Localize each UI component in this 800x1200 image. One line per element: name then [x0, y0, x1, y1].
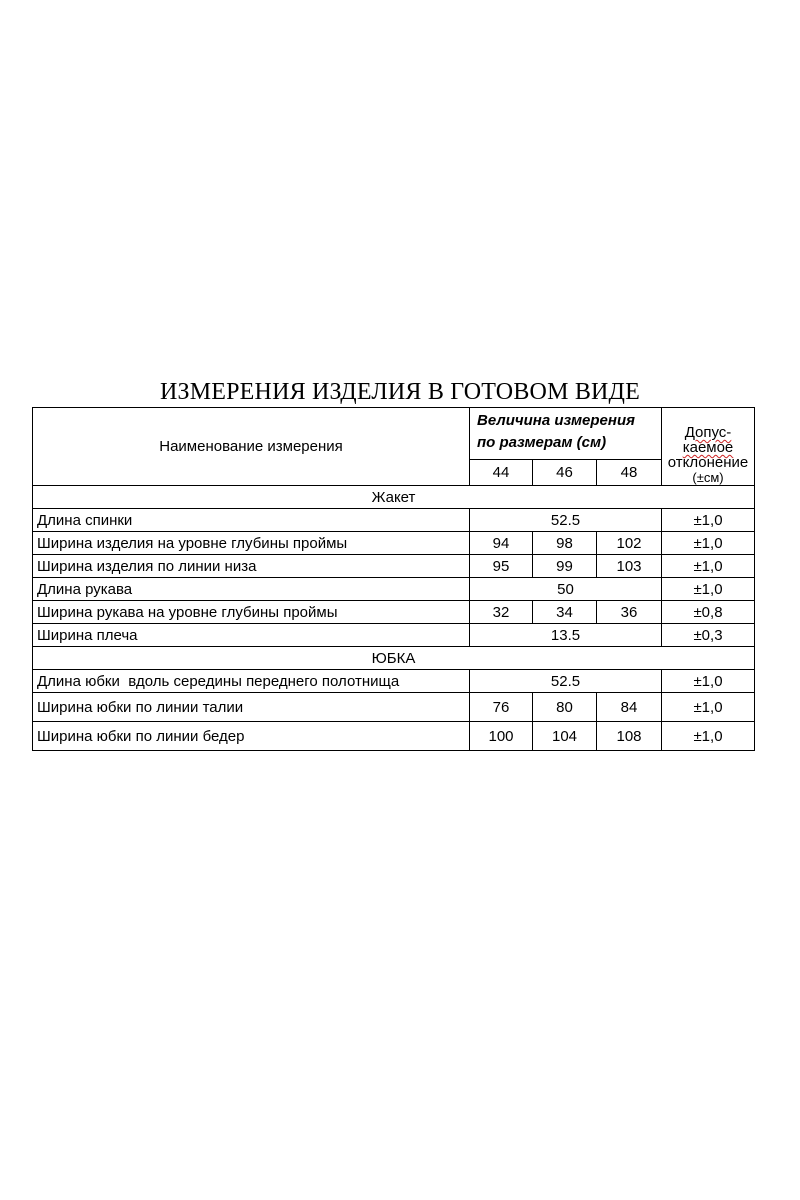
tolerance-line-1: Допус- — [684, 424, 732, 441]
table-row — [33, 532, 755, 555]
row-value-merged: 52.5 — [470, 509, 662, 532]
row-value-46: 98 — [533, 532, 597, 555]
header-size-46: 46 — [533, 460, 597, 486]
row-value-48: 108 — [597, 722, 662, 751]
row-value-46: 34 — [533, 601, 597, 624]
row-value-48: 36 — [597, 601, 662, 624]
row-tolerance: ±0,3 — [662, 624, 755, 647]
row-value-44: 100 — [470, 722, 533, 751]
row-value-merged: 13.5 — [470, 624, 662, 647]
table-row — [33, 555, 755, 578]
row-value-46: 104 — [533, 722, 597, 751]
tolerance-line-4: (±см) — [692, 470, 724, 485]
row-tolerance: ±1,0 — [662, 555, 755, 578]
header-sizes-group: Величина измерения по размерам (см) — [470, 408, 662, 460]
table-row — [33, 722, 755, 751]
row-tolerance: ±1,0 — [662, 509, 755, 532]
table-row — [33, 601, 755, 624]
section-title-skirt: ЮБКА — [33, 647, 755, 670]
row-value-merged: 52.5 — [470, 670, 662, 693]
row-name: Длина юбки вдоль середины переднего полотнища — [33, 670, 470, 693]
row-tolerance: ±1,0 — [662, 670, 755, 693]
row-value-merged: 50 — [470, 578, 662, 601]
row-name: Ширина юбки по линии талии — [33, 693, 470, 722]
table-row — [33, 693, 755, 722]
tolerance-line-3: отклонение — [667, 454, 749, 471]
table-row — [33, 670, 755, 693]
table-row — [33, 578, 755, 601]
row-name: Ширина изделия по линии низа — [33, 555, 470, 578]
row-tolerance: ±1,0 — [662, 532, 755, 555]
header-size-44: 44 — [470, 460, 533, 486]
row-value-44: 94 — [470, 532, 533, 555]
row-value-44: 95 — [470, 555, 533, 578]
row-tolerance: ±0,8 — [662, 601, 755, 624]
measurements-table — [32, 407, 755, 751]
page-title: ИЗМЕРЕНИЯ ИЗДЕЛИЯ В ГОТОВОМ ВИДЕ — [159, 379, 640, 405]
row-value-48: 84 — [597, 693, 662, 722]
row-value-46: 80 — [533, 693, 597, 722]
row-name: Ширина плеча — [33, 624, 470, 647]
row-value-46: 99 — [533, 555, 597, 578]
tolerance-line-2: каемое — [682, 439, 734, 456]
row-name: Длина спинки — [33, 509, 470, 532]
header-tolerance — [662, 408, 755, 486]
header-measurement-name: Наименование измерения — [33, 408, 470, 486]
row-tolerance: ±1,0 — [662, 578, 755, 601]
row-value-44: 32 — [470, 601, 533, 624]
row-name: Ширина юбки по линии бедер — [33, 722, 470, 751]
section-title-jacket: Жакет — [33, 486, 755, 509]
row-value-48: 103 — [597, 555, 662, 578]
row-value-48: 102 — [597, 532, 662, 555]
header-size-48: 48 — [597, 460, 662, 486]
row-tolerance: ±1,0 — [662, 693, 755, 722]
row-name: Ширина рукава на уровне глубины проймы — [33, 601, 470, 624]
table-row — [33, 509, 755, 532]
row-name: Ширина изделия на уровне глубины проймы — [33, 532, 470, 555]
row-value-44: 76 — [470, 693, 533, 722]
row-tolerance: ±1,0 — [662, 722, 755, 751]
table-row — [33, 624, 755, 647]
row-name: Длина рукава — [33, 578, 470, 601]
